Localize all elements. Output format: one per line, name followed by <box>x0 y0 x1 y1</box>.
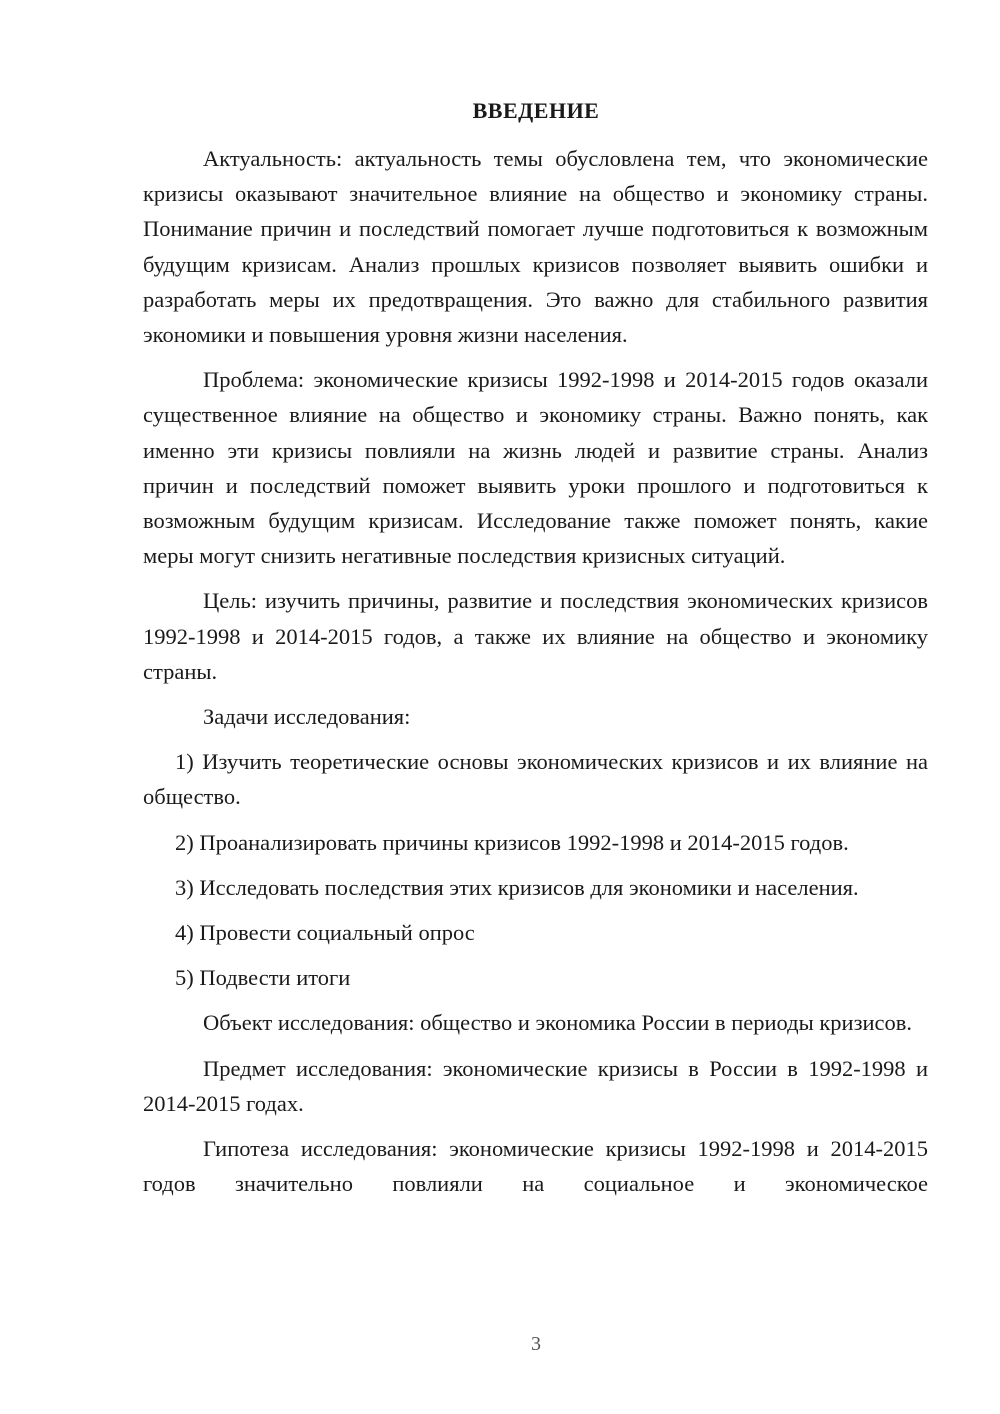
page-number: 3 <box>531 1333 541 1355</box>
list-item: 1) Изучить теоретические основы экономических кризисов и их влияние на общество. <box>143 749 928 810</box>
paragraph-subject: Предмет исследования: экономические кризисы в России в 1992-1998 и 2014-2015 годах. <box>143 1055 928 1116</box>
tasks-list <box>143 744 928 995</box>
list-item: 3) Исследовать последствия этих кризисов для экономики и населения. <box>175 874 859 900</box>
paragraph-relevance: Актуальность: актуальность темы обусловлена тем, что экономические кризисы оказывают значительное влияние на общество и экономику страны. Понимание причин и последствий помогает лучше подготовиться к возможным будущим кризисам. Анализ прошлых кризисов позволяет выявить ошибки и разработать меры их предотвращения. Это важно для стабильного развития экономики и повышения уровня жизни населения. <box>143 146 928 348</box>
paragraph-problem: Проблема: экономические кризисы 1992-1998 и 2014-2015 годов оказали существенное влияние на общество и экономику страны. Важно понять, как именно эти кризисы повлияли на жизнь людей и развитие страны. Анализ причин и последствий поможет выявить уроки прошлого и подготовиться к возможным будущим кризисам. Исследование также поможет понять, какие меры могут снизить негативные последствия кризисных ситуаций. <box>143 367 928 569</box>
paragraph-object: Объект исследования: общество и экономика России в периоды кризисов. <box>203 1010 912 1036</box>
document-body <box>143 141 928 1211</box>
paragraph-tasks-heading: Задачи исследования: <box>203 704 411 730</box>
list-item: 5) Подвести итоги <box>175 965 351 991</box>
list-item: 2) Проанализировать причины кризисов 1992-1998 и 2014-2015 годов. <box>175 829 849 855</box>
list-item: 4) Провести социальный опрос <box>175 920 475 946</box>
page-title: ВВЕДЕНИЕ <box>472 98 600 123</box>
paragraph-hypothesis: Гипотеза исследования: экономические кризисы 1992-1998 и 2014-2015 годов значительно повлияли на социальное и экономическое <box>143 1136 928 1197</box>
paragraph-goal: Цель: изучить причины, развитие и последствия экономических кризисов 1992-1998 и 2014-2015 годов, а также их влияние на общество и экономику страны. <box>143 588 928 684</box>
